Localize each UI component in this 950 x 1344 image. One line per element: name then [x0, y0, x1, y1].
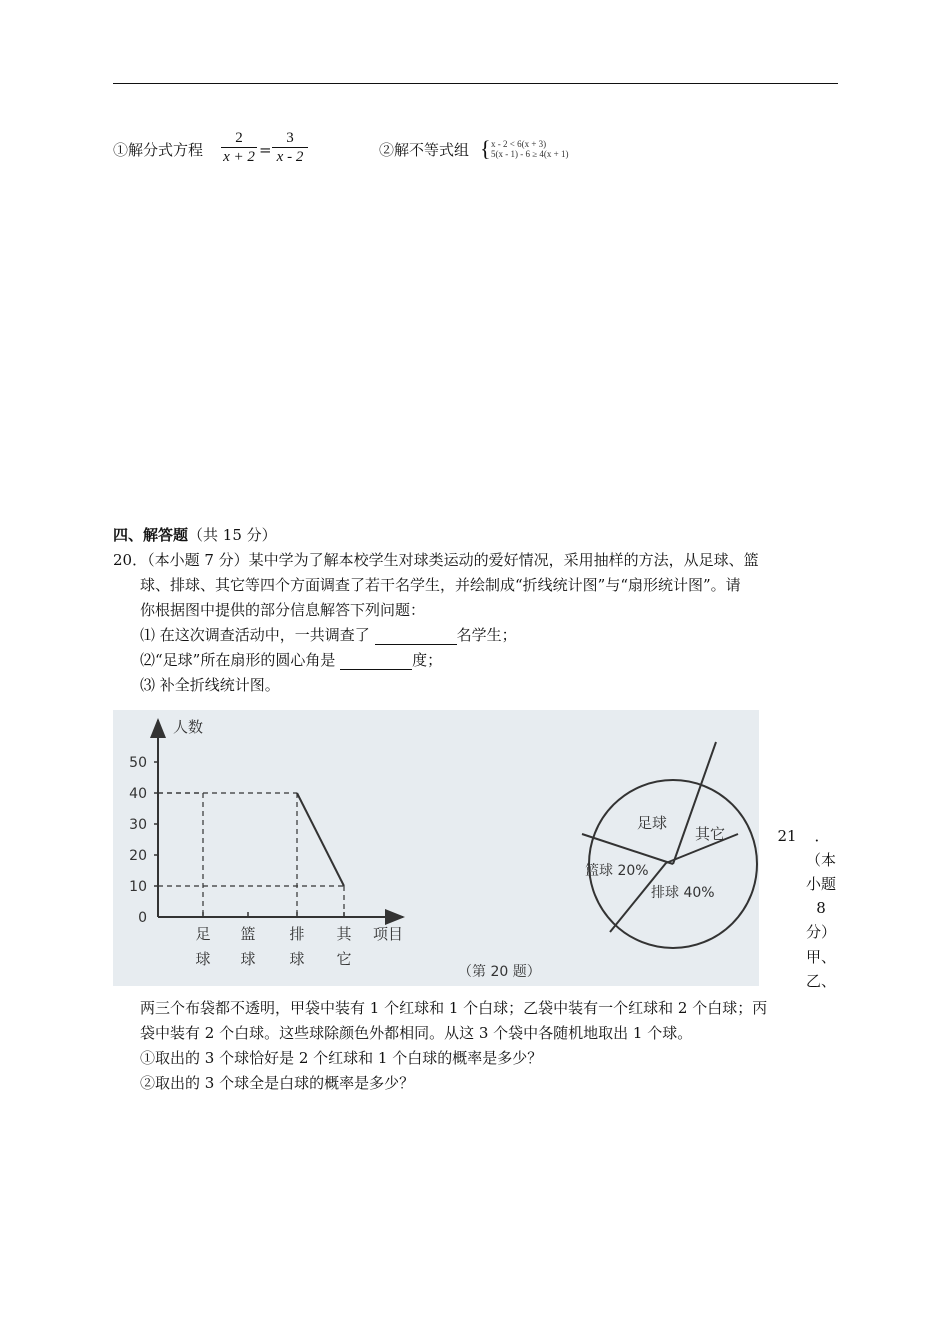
y-tick-label: 30 — [129, 817, 147, 833]
section-title: 四、解答题 — [113, 526, 189, 544]
pie-label-basketball: 篮球 20% — [585, 863, 649, 879]
q20-part1-after: 名学生； — [456, 626, 517, 644]
q21-line1: 两三个布袋都不透明，甲袋中装有 1 个红球和 1 个白球；乙袋中装有一个红球和 2 个白球；丙 — [140, 999, 768, 1017]
q20-part2-after: 度； — [412, 651, 443, 669]
x-category-label-bottom: 它 — [336, 950, 352, 968]
q2-label: ②解不等式组 — [379, 141, 470, 159]
y-tick-label: 10 — [129, 879, 147, 895]
q1-lhs-numerator: 2 — [235, 130, 243, 146]
q21-line2: 袋中装有 2 个白球。这些球除颜色外都相同。从这 3 个袋中各随机地取出 1 个球。 — [140, 1024, 693, 1042]
q21-sub2: ②取出的 3 个球全是白球的概率是多少？ — [140, 1074, 415, 1092]
section-score: （共 15 分） — [188, 526, 277, 544]
section-heading — [113, 525, 277, 545]
x-category-label-bottom: 球 — [195, 950, 211, 968]
x-category-label-top: 排 — [289, 925, 305, 943]
q1-rhs-denominator: x - 2 — [276, 149, 304, 165]
figure-caption: （第 20 题） — [458, 964, 541, 980]
q21-side-fragment: 21 — [777, 827, 797, 845]
pie-divider-football-basketball — [582, 834, 673, 864]
q1-rhs-fraction — [272, 129, 308, 166]
figure-panel — [113, 710, 759, 986]
q20-line2: 球、排球、其它等四个方面调查了若干名学生，并绘制成“折线统计图”与“扇形统计图”。请 — [140, 576, 741, 594]
q20-part2-blank[interactable] — [340, 652, 412, 670]
q21-side-fragment: 乙、 — [805, 972, 836, 990]
q20-line3: 你根据图中提供的部分信息解答下列问题： — [140, 601, 426, 619]
q20-part1 — [140, 625, 517, 645]
q1-label: ①解分式方程 — [113, 141, 204, 159]
x-category-label-bottom: 球 — [240, 950, 256, 968]
y-tick-label: 20 — [129, 848, 147, 864]
q20-line1: 20．（本小题 7 分）某中学为了解本校学生对球类运动的爱好情况，采用抽样的方法，从足球、篮 — [113, 551, 759, 569]
pie-label-other: 其它 — [695, 825, 726, 843]
q20-part2-before: ⑵“足球”所在扇形的圆心角是 — [140, 651, 336, 669]
q1-equals: = — [259, 141, 272, 159]
y-tick-label: 0 — [138, 910, 147, 926]
pie-chart — [582, 742, 757, 948]
q20-part2 — [140, 650, 442, 670]
q2-ineq-line1: x - 2 < 6(x + 3) — [491, 139, 547, 149]
q21-side-fragment: 8 — [816, 899, 826, 917]
q2-ineq-line2: 5(x - 1) - 6 ≥ 4(x + 1) — [491, 149, 569, 159]
q2-brace: { — [480, 136, 491, 161]
q21-side-fragment: 分） — [805, 923, 836, 941]
x-category-label-top: 其 — [336, 925, 352, 943]
q21-side-fragment: ． — [814, 827, 830, 845]
q20-part1-blank[interactable] — [375, 627, 457, 645]
statistics-figure — [113, 710, 759, 986]
series-line-segment — [297, 793, 344, 886]
q21-side-fragment: 小题 — [805, 875, 836, 893]
y-axis-label: 人数 — [173, 718, 204, 736]
q20-part1-before: ⑴ 在这次调查活动中，一共调查了 — [140, 626, 370, 644]
x-category-label-bottom: 球 — [289, 950, 305, 968]
pie-label-volleyball: 排球 40% — [651, 885, 715, 901]
q21-side-fragment: 甲、 — [805, 948, 836, 966]
q21-sub1: ①取出的 3 个球恰好是 2 个红球和 1 个白球的概率是多少？ — [140, 1049, 543, 1067]
y-tick-label: 50 — [129, 755, 147, 771]
y-tick-label: 40 — [129, 786, 147, 802]
x-category-label-top: 足 — [195, 925, 211, 943]
q2-system — [491, 139, 569, 159]
x-axis-label: 项目 — [373, 925, 404, 943]
header-rule — [113, 83, 838, 84]
pie-label-football: 足球 — [637, 814, 668, 832]
q20-part3: ⑶ 补全折线统计图。 — [140, 676, 280, 694]
q1-rhs-numerator: 3 — [286, 130, 294, 146]
q1-lhs-fraction — [221, 129, 257, 166]
x-category-label-top: 篮 — [240, 925, 256, 943]
q1-lhs-denominator: x + 2 — [223, 149, 255, 165]
q21-side-fragment: （本 — [805, 851, 836, 869]
